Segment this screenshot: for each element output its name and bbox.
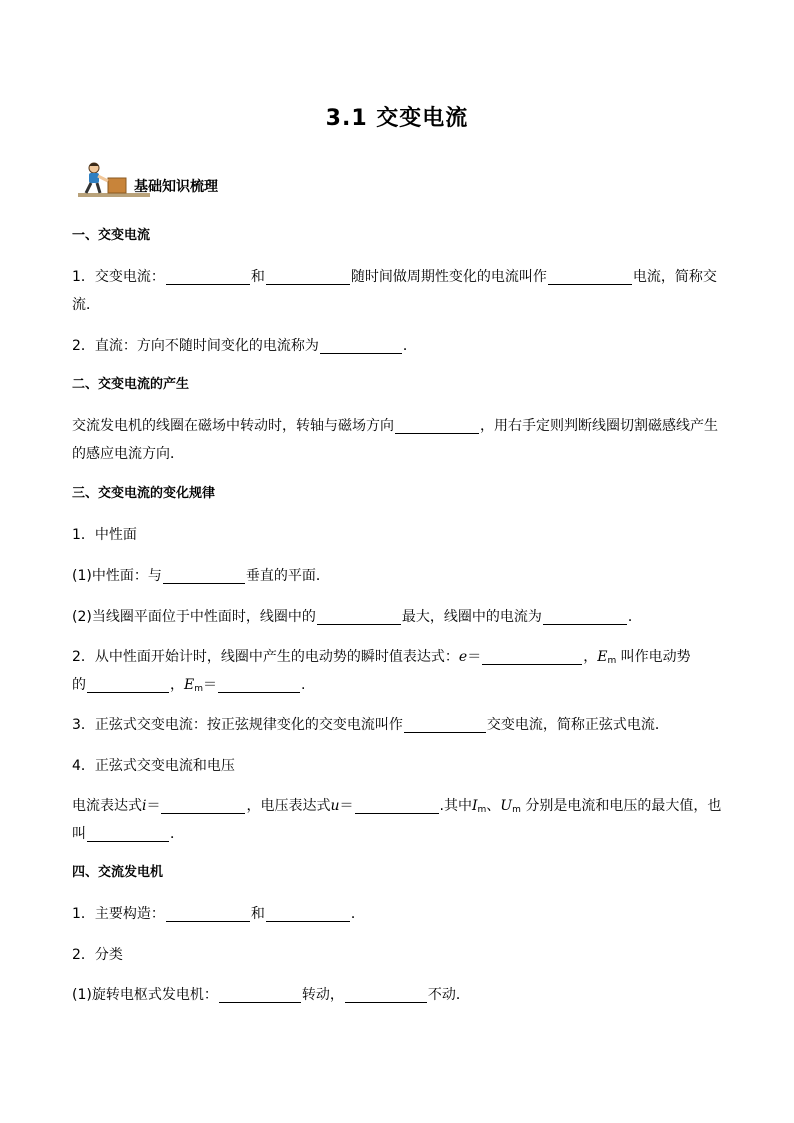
- paragraph-4: 1．中性面: [72, 527, 137, 543]
- symbol-u: u: [330, 798, 340, 814]
- text: 随时间做周期性变化的电流叫作: [350, 269, 547, 285]
- text: 3．正弦式交变电流：按正弦规律变化的交变电流叫作: [72, 717, 403, 733]
- symbol-U: U: [500, 798, 513, 814]
- fill-blank[interactable]: [543, 606, 627, 625]
- text: 叫作电动势: [620, 649, 691, 665]
- text: 1．主要构造：: [72, 906, 165, 922]
- page-title: 3.1 交变电流: [325, 106, 469, 131]
- heading-2: 二、交变电流的产生: [72, 377, 190, 392]
- paragraph-1: [72, 263, 724, 291]
- paragraph-11-cont: [72, 820, 724, 848]
- text: 的: [72, 677, 86, 693]
- fill-blank[interactable]: [87, 674, 169, 693]
- equals-sign: ＝: [146, 798, 161, 814]
- paragraph-3: [72, 412, 724, 440]
- text: 转动，: [301, 987, 344, 1003]
- subscript-m: m: [477, 805, 487, 815]
- text: ，: [583, 649, 598, 665]
- equals-sign: ＝: [203, 677, 218, 693]
- text: 最大，线圈中的电流为: [401, 609, 542, 625]
- paragraph-10: 4．正弦式交变电流和电压: [72, 758, 235, 774]
- text: 交变电流，简称正弦式电流．: [486, 717, 669, 733]
- paragraph-9: [72, 711, 724, 739]
- fill-blank[interactable]: [166, 266, 250, 285]
- fill-blank[interactable]: [87, 823, 169, 842]
- paragraph-13: [72, 900, 724, 928]
- text: ，: [170, 677, 184, 693]
- paragraph-5: [72, 562, 724, 590]
- fill-blank[interactable]: [395, 415, 479, 434]
- fill-blank[interactable]: [219, 984, 301, 1003]
- text: 叫: [72, 826, 86, 842]
- text: ，电压表达式: [246, 798, 331, 814]
- paragraph-1-cont: 流．: [72, 297, 100, 313]
- subscript-m: m: [512, 805, 521, 815]
- paragraph-14: 2．分类: [72, 947, 123, 963]
- text: 2．直流：方向不随时间变化的电流称为: [72, 338, 319, 354]
- heading-4: 四、交流发电机: [72, 865, 164, 880]
- text: ．: [402, 338, 417, 354]
- text: 分别是电流和电压的最大值，也: [525, 798, 722, 814]
- fill-blank[interactable]: [317, 606, 401, 625]
- text: 和: [250, 906, 265, 922]
- fill-blank[interactable]: [161, 795, 245, 814]
- fill-blank[interactable]: [266, 903, 350, 922]
- paragraph-7-cont: [72, 671, 724, 703]
- symbol-E: E: [184, 677, 195, 693]
- text: 1．交变电流：: [72, 269, 165, 285]
- equals-sign: ＝: [467, 649, 482, 665]
- text: 和: [250, 269, 265, 285]
- text: 电流，简称交: [632, 269, 717, 285]
- fill-blank[interactable]: [548, 266, 632, 285]
- fill-blank[interactable]: [482, 646, 582, 665]
- symbol-I: I: [471, 798, 478, 814]
- fill-blank[interactable]: [266, 266, 350, 285]
- symbol-E: E: [597, 649, 608, 665]
- text: 垂直的平面．: [245, 568, 330, 584]
- text: (1)中性面：与: [72, 568, 162, 584]
- fill-blank[interactable]: [166, 903, 250, 922]
- text: ．: [627, 609, 642, 625]
- symbol-i: i: [142, 798, 147, 814]
- subscript-m: m: [607, 656, 617, 666]
- paragraph-15: [72, 981, 724, 1009]
- paragraph-2: [72, 332, 724, 360]
- text: 2．从中性面开始计时，线圈中产生的电动势的瞬时值表达式：: [72, 649, 459, 665]
- fill-blank[interactable]: [218, 674, 300, 693]
- heading-3: 三、交变电流的变化规律: [72, 486, 216, 501]
- text: 电流表达式: [72, 798, 142, 814]
- subscript-m: m: [194, 684, 204, 694]
- text: 不动．: [427, 987, 470, 1003]
- fill-blank[interactable]: [163, 565, 245, 584]
- text: ，用右手定则判断线圈切割磁感线产生: [480, 418, 718, 434]
- paragraph-6: [72, 603, 724, 631]
- heading-1: 一、交变电流: [72, 228, 151, 243]
- fill-blank[interactable]: [404, 714, 486, 733]
- text: .其中: [439, 798, 472, 814]
- text: ．: [170, 826, 184, 842]
- text: ．: [350, 906, 365, 922]
- text: 交流发电机的线圈在磁场中转动时，转轴与磁场方向: [72, 418, 394, 434]
- fill-blank[interactable]: [345, 984, 427, 1003]
- text: (1)旋转电枢式发电机：: [72, 987, 218, 1003]
- equals-sign: ＝: [339, 798, 354, 814]
- fill-blank[interactable]: [320, 335, 402, 354]
- text: (2)当线圈平面位于中性面时，线圈中的: [72, 609, 316, 625]
- symbol-e: e: [458, 649, 468, 665]
- section-banner-title: 基础知识梳理: [134, 179, 218, 195]
- paragraph-3-cont: 的感应电流方向．: [72, 446, 184, 462]
- section-banner: [78, 160, 248, 204]
- fill-blank[interactable]: [355, 795, 439, 814]
- separator: 、: [486, 798, 501, 814]
- text: .: [301, 677, 306, 693]
